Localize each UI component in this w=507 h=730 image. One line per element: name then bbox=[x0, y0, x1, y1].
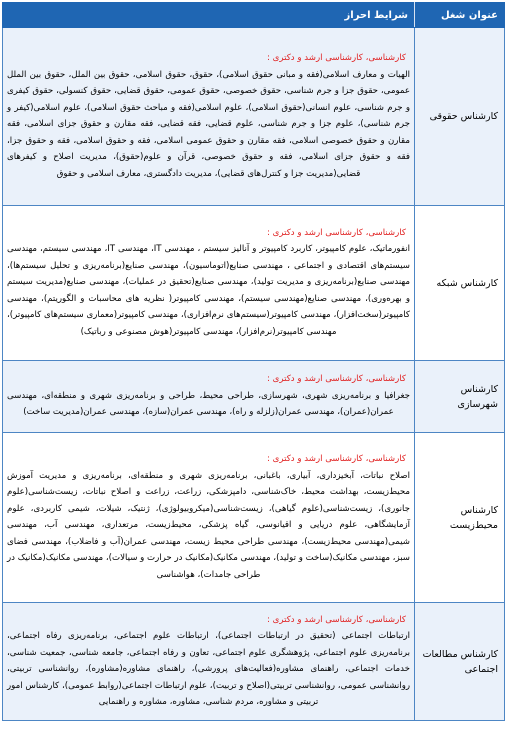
job-title-cell: کارشناس شبکه bbox=[415, 206, 505, 361]
degree-label: کارشناسی، کارشناسی ارشد و دکتری : bbox=[267, 614, 406, 625]
requirements-cell bbox=[3, 603, 415, 721]
table-row bbox=[3, 603, 505, 721]
job-title-cell: کارشناس مطالعات اجتماعی bbox=[415, 603, 505, 721]
degree-label: کارشناسی، کارشناسی ارشد و دکتری : bbox=[267, 53, 406, 63]
requirements-text: اصلاح نباتات، آبخیزداری، آبیاری، باغبانی، برنامه‌ریزی شهری و منطقه‌ای، برنامه‌ریزی و مدیریت آموزش محیط‌زیست، بهداشت محیط، خاک‌شناسی، دامپزشکی، زراعت، زراعت و اصلاح نباتات، زیست‌شناسی(علوم جانوری)، زیست‌شناسی(علوم گیاهی)، زیست‌شناسی(میکروبیولوژی)، ژنتیک، شیلات، شیمی کاربردی، علوم آزمایشگاهی، علوم دریایی و اقیانوسی، گیاه پزشکی، محیط‌زیست، مرتعداری، مهندسی آب، مهندسی شیمی(مهندسی محیط‌زیست)، مهندسی طراحی محیط زیست، مهندسی عمران(آب و فاضلاب)، مهندسی فضای سبز، مهندسی مکانیک(ساخت و تولید)، مهندسی مکانیک(مکانیک در حرارت و سیالات)، مهندسی مکانیک(مکانیک در طراحی جامدات)، هواشناسی bbox=[7, 470, 410, 580]
table-row bbox=[3, 28, 505, 206]
requirements-cell bbox=[3, 433, 415, 603]
job-title-cell: کارشناس شهرسازی bbox=[415, 361, 505, 433]
job-title-cell: کارشناس محیط‌زیست bbox=[415, 433, 505, 603]
requirements-text: انفورماتیک، علوم کامپیوتر، کاربرد کامپیوتر و آنالیز سیستم ، مهندسی IT، مهندسی IT، مهندسی سیستم، مهندسی سیستم‌های اقتصادی و اجتماعی ، مهندسی صنایع(اتوماسیون)، مهندسی صنایع(برنامه‌ریزی و تحلیل سیستم‌ها)، مهندسی صنایع(برنامه‌ریزی و مدیریت تولید)، مهندسی صنایع(تحقیق در عملیات)، مهندسی صنایع(مدیریت سیستم و بهره‌وری)، مهندسی صنایع(مهندسی سیستم)، مهندسی کامپیوتر( نظریه های محاسبات و الگوریتم)، مهندسی کامپیوتر(سخت‌افزار)، مهندسی کامپیوتر(سیستم‌های نرم‌افزاری)، مهندسی کامپیوتر(معماری سیستم‌های کامپیوتر)، مهندسی کامپیوتر(نرم‌افزار)، مهندسی کامپیوتر(هوش مصنوعی و رباتیک) bbox=[7, 244, 410, 337]
job-requirements-table bbox=[2, 2, 505, 721]
requirements-document bbox=[0, 2, 507, 721]
job-title-cell: کارشناس حقوقی bbox=[415, 28, 505, 206]
requirements-text: جغرافیا و برنامه‌ریزی شهری، شهرسازی، طراحی محیط، طراحی و برنامه‌ریزی شهری و منطقه‌ای، مهندسی عمران(عمران)، مهندسی عمران(زلزله و راه)، مهندسی عمران(سازه)، مهندسی عمران(مدیریت ساخت) bbox=[7, 390, 410, 418]
requirements-cell bbox=[3, 361, 415, 433]
requirements-cell bbox=[3, 28, 415, 206]
requirements-text: ارتباطات اجتماعی (تحقیق در ارتباطات اجتماعی)، ارتباطات علوم اجتماعی، برنامه‌ریزی رفاه اجتماعی، برنامه‌ریزی علوم اجتماعی، پژوهشگری علوم اجتماعی، تعاون و رفاه اجتماعی، جامعه شناسی، جمعیت شناسی، خدمات اجتماعی، راهنمای مشاوره(فعالیت‌های پرورشی)، راهنمای مشاوره(مشاوره)، روانشناسی تربیتی، روانشناسی عمومی، روانشناسی تربیتی(اصلاح و تربیت)، علوم ارتباطات اجتماعی(روابط عمومی)، کارشناس امور تربیتی و مشاوره، مردم شناسی، مشاوره، مشاوره و راهنمایی bbox=[7, 631, 410, 707]
requirements-text: الهیات و معارف اسلامی(فقه و مبانی حقوق اسلامی)، حقوق، حقوق اسلامی، حقوق بین الملل، حقوق بین الملل عمومی، حقوق جزا و جرم شناسی، حقوق خصوصی، حقوق عمومی، حقوق قضایی، حقوق کنسولی، حقوق کیفری و جرم شناسی، علوم انسانی(حقوق اسلامی)، علوم اسلامی(فقه و مباحث حقوق اسلامی)، علوم اسلامی(کیفر و جرم شناسی)، علوم جزا و جرم شناسی، علوم قضایی، فقه قضایی، فقه مقارن و حقوق جزای اسلامی، فقه مقارن و حقوق خصوصی اسلامی، فقه مقارن و حقوق عمومی اسلامی، فقه و حقوق اسلامی، فقه و حقوق جزا، فقه و حقوق جزای اسلامی، فقه و حقوق خصوصی، قرآن و علوم(حقوق)، مدیریت اصلاح و کیفرهای قضایی(مدیریت جزا و کنترل‌های قضایی)، مدیریت دادگستری، معارف اسلامی و حقوق bbox=[7, 69, 410, 179]
table-row bbox=[3, 361, 505, 433]
degree-label: کارشناسی، کارشناسی ارشد و دکتری : bbox=[267, 374, 406, 385]
table-row bbox=[3, 206, 505, 361]
table-row bbox=[3, 433, 505, 603]
degree-label: کارشناسی، کارشناسی ارشد و دکتری : bbox=[267, 454, 406, 464]
requirements-cell bbox=[3, 206, 415, 361]
header-job-title: عنوان شغل bbox=[415, 3, 505, 28]
degree-label: کارشناسی، کارشناسی ارشد و دکتری : bbox=[267, 227, 406, 238]
header-requirements: شرایط احراز bbox=[3, 3, 415, 28]
table-header-row bbox=[3, 3, 505, 28]
